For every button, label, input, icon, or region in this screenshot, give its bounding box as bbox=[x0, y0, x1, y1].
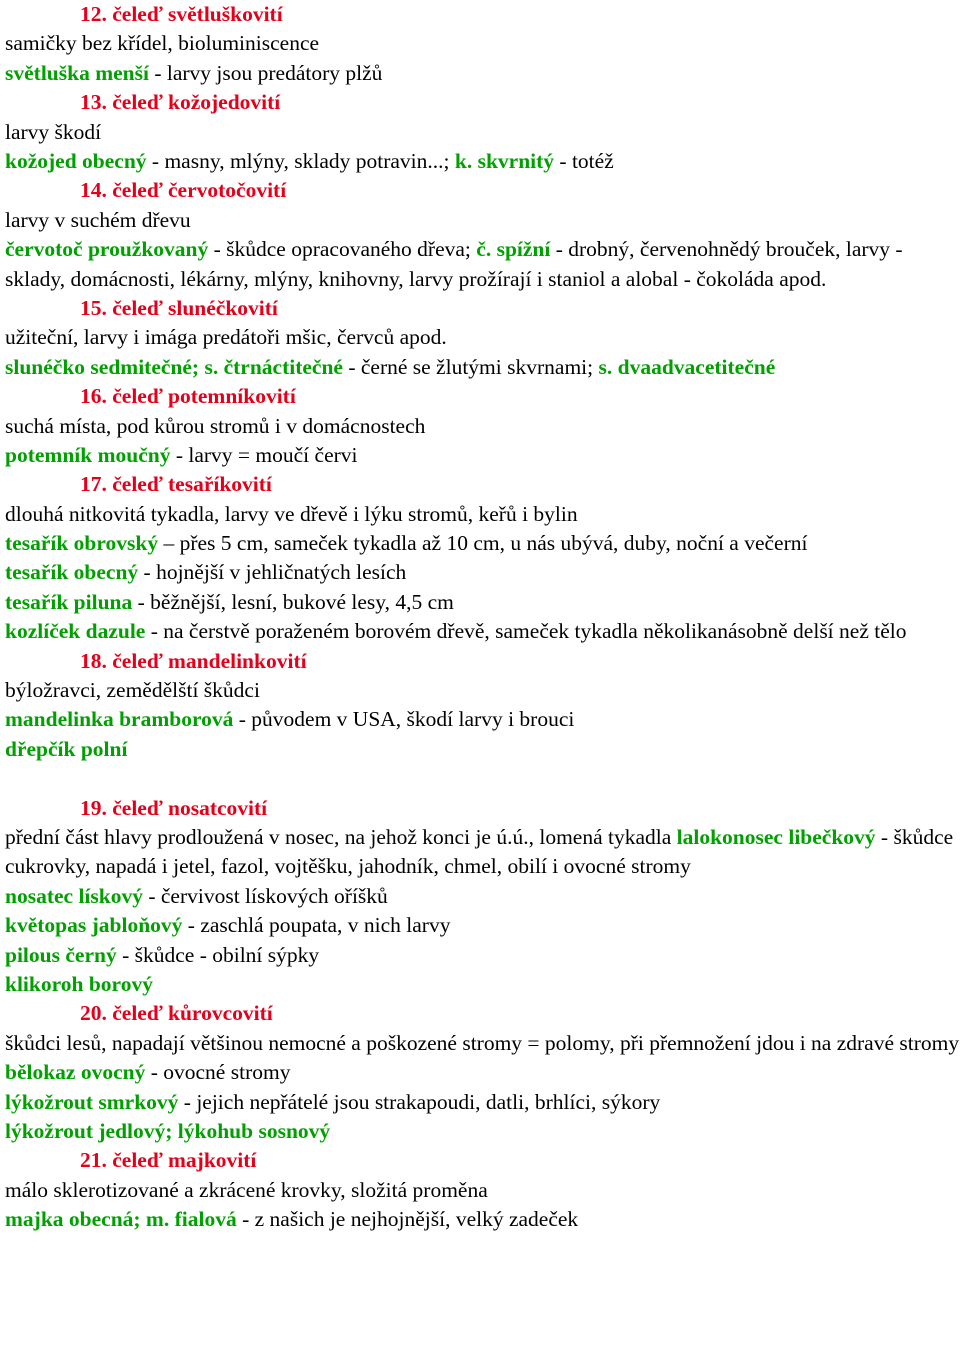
description-text: býložravci, zemědělští škůdci bbox=[5, 678, 260, 703]
species-name: k. skvrnitý bbox=[454, 148, 555, 173]
species-name: kozlíček dazule bbox=[5, 619, 146, 644]
paragraph bbox=[5, 500, 960, 529]
description-text: - škůdce cukrovky, napadá i jetel, fazol, vojtěšku, jahodník, chmel, obilí i ovocné stromy bbox=[5, 824, 954, 879]
description-text: - larvy = moučí červi bbox=[170, 442, 358, 467]
paragraph bbox=[5, 588, 960, 617]
paragraph bbox=[5, 206, 960, 235]
species-name: č. spížní bbox=[476, 237, 551, 262]
family-heading: 16. čeleď potemníkovití bbox=[80, 384, 296, 409]
species-name: kožojed obecný bbox=[5, 148, 147, 173]
description-text: - larvy jsou predátory plžů bbox=[148, 60, 383, 85]
paragraph bbox=[5, 823, 960, 882]
paragraph bbox=[5, 29, 960, 58]
species-name: nosatec lískový bbox=[5, 883, 143, 908]
description-text: málo sklerotizované a zkrácené krovky, složitá proměna bbox=[5, 1177, 488, 1202]
paragraph bbox=[5, 147, 960, 176]
description-text: - drobný, červenohnědý brouček, larvy - sklady, domácnosti, lékárny, mlýny, knihovny, larvy prožírají i staniol a alobal - čokoláda apod. bbox=[5, 237, 903, 291]
species-name: s. dvaadvacetitečné bbox=[598, 354, 776, 379]
paragraph bbox=[5, 118, 960, 147]
species-name: lalokonosec libečkový bbox=[676, 824, 876, 849]
paragraph bbox=[5, 353, 960, 382]
paragraph bbox=[5, 882, 960, 911]
species-name: pilous černý bbox=[5, 942, 117, 967]
paragraph bbox=[5, 617, 960, 646]
description-text: - běžnější, lesní, bukové lesy, 4,5 cm bbox=[132, 589, 454, 614]
paragraph bbox=[5, 1176, 960, 1205]
family-heading: 13. čeleď kožojedovití bbox=[80, 90, 281, 115]
paragraph bbox=[5, 1029, 960, 1058]
description-text: - z našich je nejhojnější, velký zadeček bbox=[236, 1207, 579, 1232]
description-text: - zaschlá poupata, v nich larvy bbox=[182, 913, 451, 938]
document-page bbox=[5, 0, 960, 1235]
description-text: - totéž bbox=[554, 148, 614, 173]
paragraph bbox=[5, 59, 960, 88]
species-name: mandelinka bramborová bbox=[5, 707, 234, 732]
family-heading: 19. čeleď nosatcovití bbox=[80, 795, 268, 820]
description-text: samičky bez křídel, bioluminiscence bbox=[5, 31, 320, 56]
species-name: květopas jabloňový bbox=[5, 913, 183, 938]
family-heading: 14. čeleď červotočovití bbox=[80, 178, 287, 203]
blank-line bbox=[5, 764, 960, 793]
paragraph bbox=[5, 735, 960, 764]
description-text: suchá místa, pod kůrou stromů i v domácnostech bbox=[5, 413, 426, 438]
paragraph bbox=[5, 529, 960, 558]
description-text: - masny, mlýny, sklady potravin...; bbox=[146, 148, 455, 173]
paragraph bbox=[5, 235, 960, 294]
paragraph bbox=[5, 441, 960, 470]
description-text: - černé se žlutými skvrnami; bbox=[342, 354, 599, 379]
description-text: přední část hlavy prodloužená v nosec, na jehož konci je ú.ú., lomená tykadla bbox=[5, 824, 677, 849]
species-name: slunéčko sedmitečné; s. čtrnáctitečné bbox=[5, 354, 343, 379]
paragraph bbox=[5, 705, 960, 734]
paragraph bbox=[5, 1205, 960, 1234]
species-name: dřepčík polní bbox=[5, 736, 128, 761]
family-heading: 15. čeleď slunéčkovití bbox=[80, 295, 278, 320]
species-name: potemník moučný bbox=[5, 442, 171, 467]
species-name: bělokaz ovocný bbox=[5, 1060, 146, 1085]
description-text: - červivost lískových oříšků bbox=[142, 883, 388, 908]
description-text: larvy v suchém dřevu bbox=[5, 207, 191, 232]
family-heading: 18. čeleď mandelinkovití bbox=[80, 648, 307, 673]
species-name: lýkožrout smrkový bbox=[5, 1089, 179, 1114]
description-text: škůdci lesů, napadají většinou nemocné a poškozené stromy = polomy, při přemnožení jdou i na zdravé stromy bbox=[5, 1030, 960, 1055]
paragraph bbox=[5, 676, 960, 705]
paragraph bbox=[5, 941, 960, 970]
description-text: - na čerstvě poraženém borovém dřevě, sameček tykadla několikanásobně delší než tělo bbox=[145, 619, 907, 644]
paragraph bbox=[5, 970, 960, 999]
description-text: - ovocné stromy bbox=[145, 1060, 291, 1085]
description-text: - hojnější v jehličnatých lesích bbox=[138, 560, 407, 585]
species-name: tesařík obecný bbox=[5, 560, 139, 585]
paragraph bbox=[5, 1058, 960, 1087]
paragraph bbox=[5, 412, 960, 441]
description-text: - škůdce - obilní sýpky bbox=[116, 942, 320, 967]
family-heading: 12. čeleď světluškovití bbox=[80, 2, 283, 26]
family-heading: 17. čeleď tesaříkovití bbox=[80, 472, 272, 497]
species-name: červotoč proužkovaný bbox=[5, 237, 209, 262]
paragraph bbox=[5, 1088, 960, 1117]
description-text: dlouhá nitkovitá tykadla, larvy ve dřevě i lýku stromů, keřů i bylin bbox=[5, 501, 578, 526]
species-name: majka obecná; m. fialová bbox=[5, 1207, 237, 1232]
paragraph bbox=[5, 1117, 960, 1146]
paragraph bbox=[5, 323, 960, 352]
species-name: lýkožrout jedlový; lýkohub sosnový bbox=[5, 1118, 331, 1143]
description-text: užiteční, larvy i imága predátoři mšic, červců apod. bbox=[5, 325, 447, 350]
family-heading: 21. čeleď majkovití bbox=[80, 1148, 257, 1173]
species-name: tesařík obrovský bbox=[5, 531, 159, 556]
family-heading: 20. čeleď kůrovcovití bbox=[80, 1001, 273, 1026]
species-name: tesařík piluna bbox=[5, 589, 133, 614]
paragraph bbox=[5, 911, 960, 940]
description-text: - škůdce opracovaného dřeva; bbox=[208, 237, 477, 262]
description-text: larvy škodí bbox=[5, 119, 102, 144]
paragraph bbox=[5, 558, 960, 587]
species-name: světluška menší bbox=[5, 60, 149, 85]
description-text: - jejich nepřátelé jsou strakapoudi, datli, brhlíci, sýkory bbox=[178, 1089, 661, 1114]
description-text: - původem v USA, škodí larvy i brouci bbox=[233, 707, 575, 732]
species-name: klikoroh borový bbox=[5, 971, 153, 996]
description-text: – přes 5 cm, sameček tykadla až 10 cm, u nás ubývá, duby, noční a večerní bbox=[158, 531, 808, 556]
